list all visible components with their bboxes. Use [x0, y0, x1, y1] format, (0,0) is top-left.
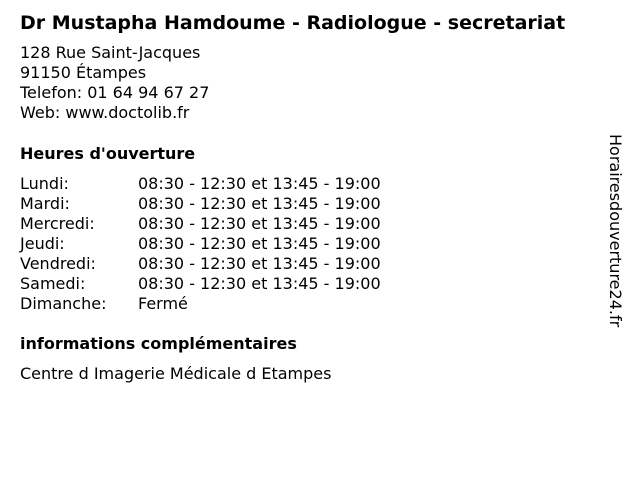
- time-value: 08:30 - 12:30 et 13:45 - 19:00: [138, 174, 381, 193]
- time-value: Fermé: [138, 294, 188, 313]
- day-label: Mercredi:: [20, 214, 95, 233]
- day-label: Mardi:: [20, 194, 70, 213]
- day-label: Dimanche:: [20, 294, 107, 313]
- site-watermark: Horairesdouverture24.fr: [606, 134, 625, 328]
- time-value: 08:30 - 12:30 et 13:45 - 19:00: [138, 274, 381, 293]
- day-label: Jeudi:: [20, 234, 65, 253]
- time-value: 08:30 - 12:30 et 13:45 - 19:00: [138, 214, 381, 233]
- time-value: 08:30 - 12:30 et 13:45 - 19:00: [138, 254, 381, 273]
- day-label: Vendredi:: [20, 254, 96, 273]
- address-city: 91150 Étampes: [20, 63, 147, 82]
- additional-info-text: Centre d Imagerie Médicale d Etampes: [20, 364, 332, 383]
- opening-hours-heading: Heures d'ouverture: [20, 144, 196, 163]
- phone-number: Telefon: 01 64 94 67 27: [20, 83, 210, 102]
- contact-block: [20, 43, 209, 123]
- website: Web: www.doctolib.fr: [20, 103, 190, 122]
- page-title: Dr Mustapha Hamdoume - Radiologue - secretariat: [20, 12, 566, 34]
- time-value: 08:30 - 12:30 et 13:45 - 19:00: [138, 194, 381, 213]
- day-label: Samedi:: [20, 274, 86, 293]
- time-value: 08:30 - 12:30 et 13:45 - 19:00: [138, 234, 381, 253]
- additional-info-heading: informations complémentaires: [20, 334, 297, 353]
- day-label: Lundi:: [20, 174, 69, 193]
- address-street: 128 Rue Saint-Jacques: [20, 43, 201, 62]
